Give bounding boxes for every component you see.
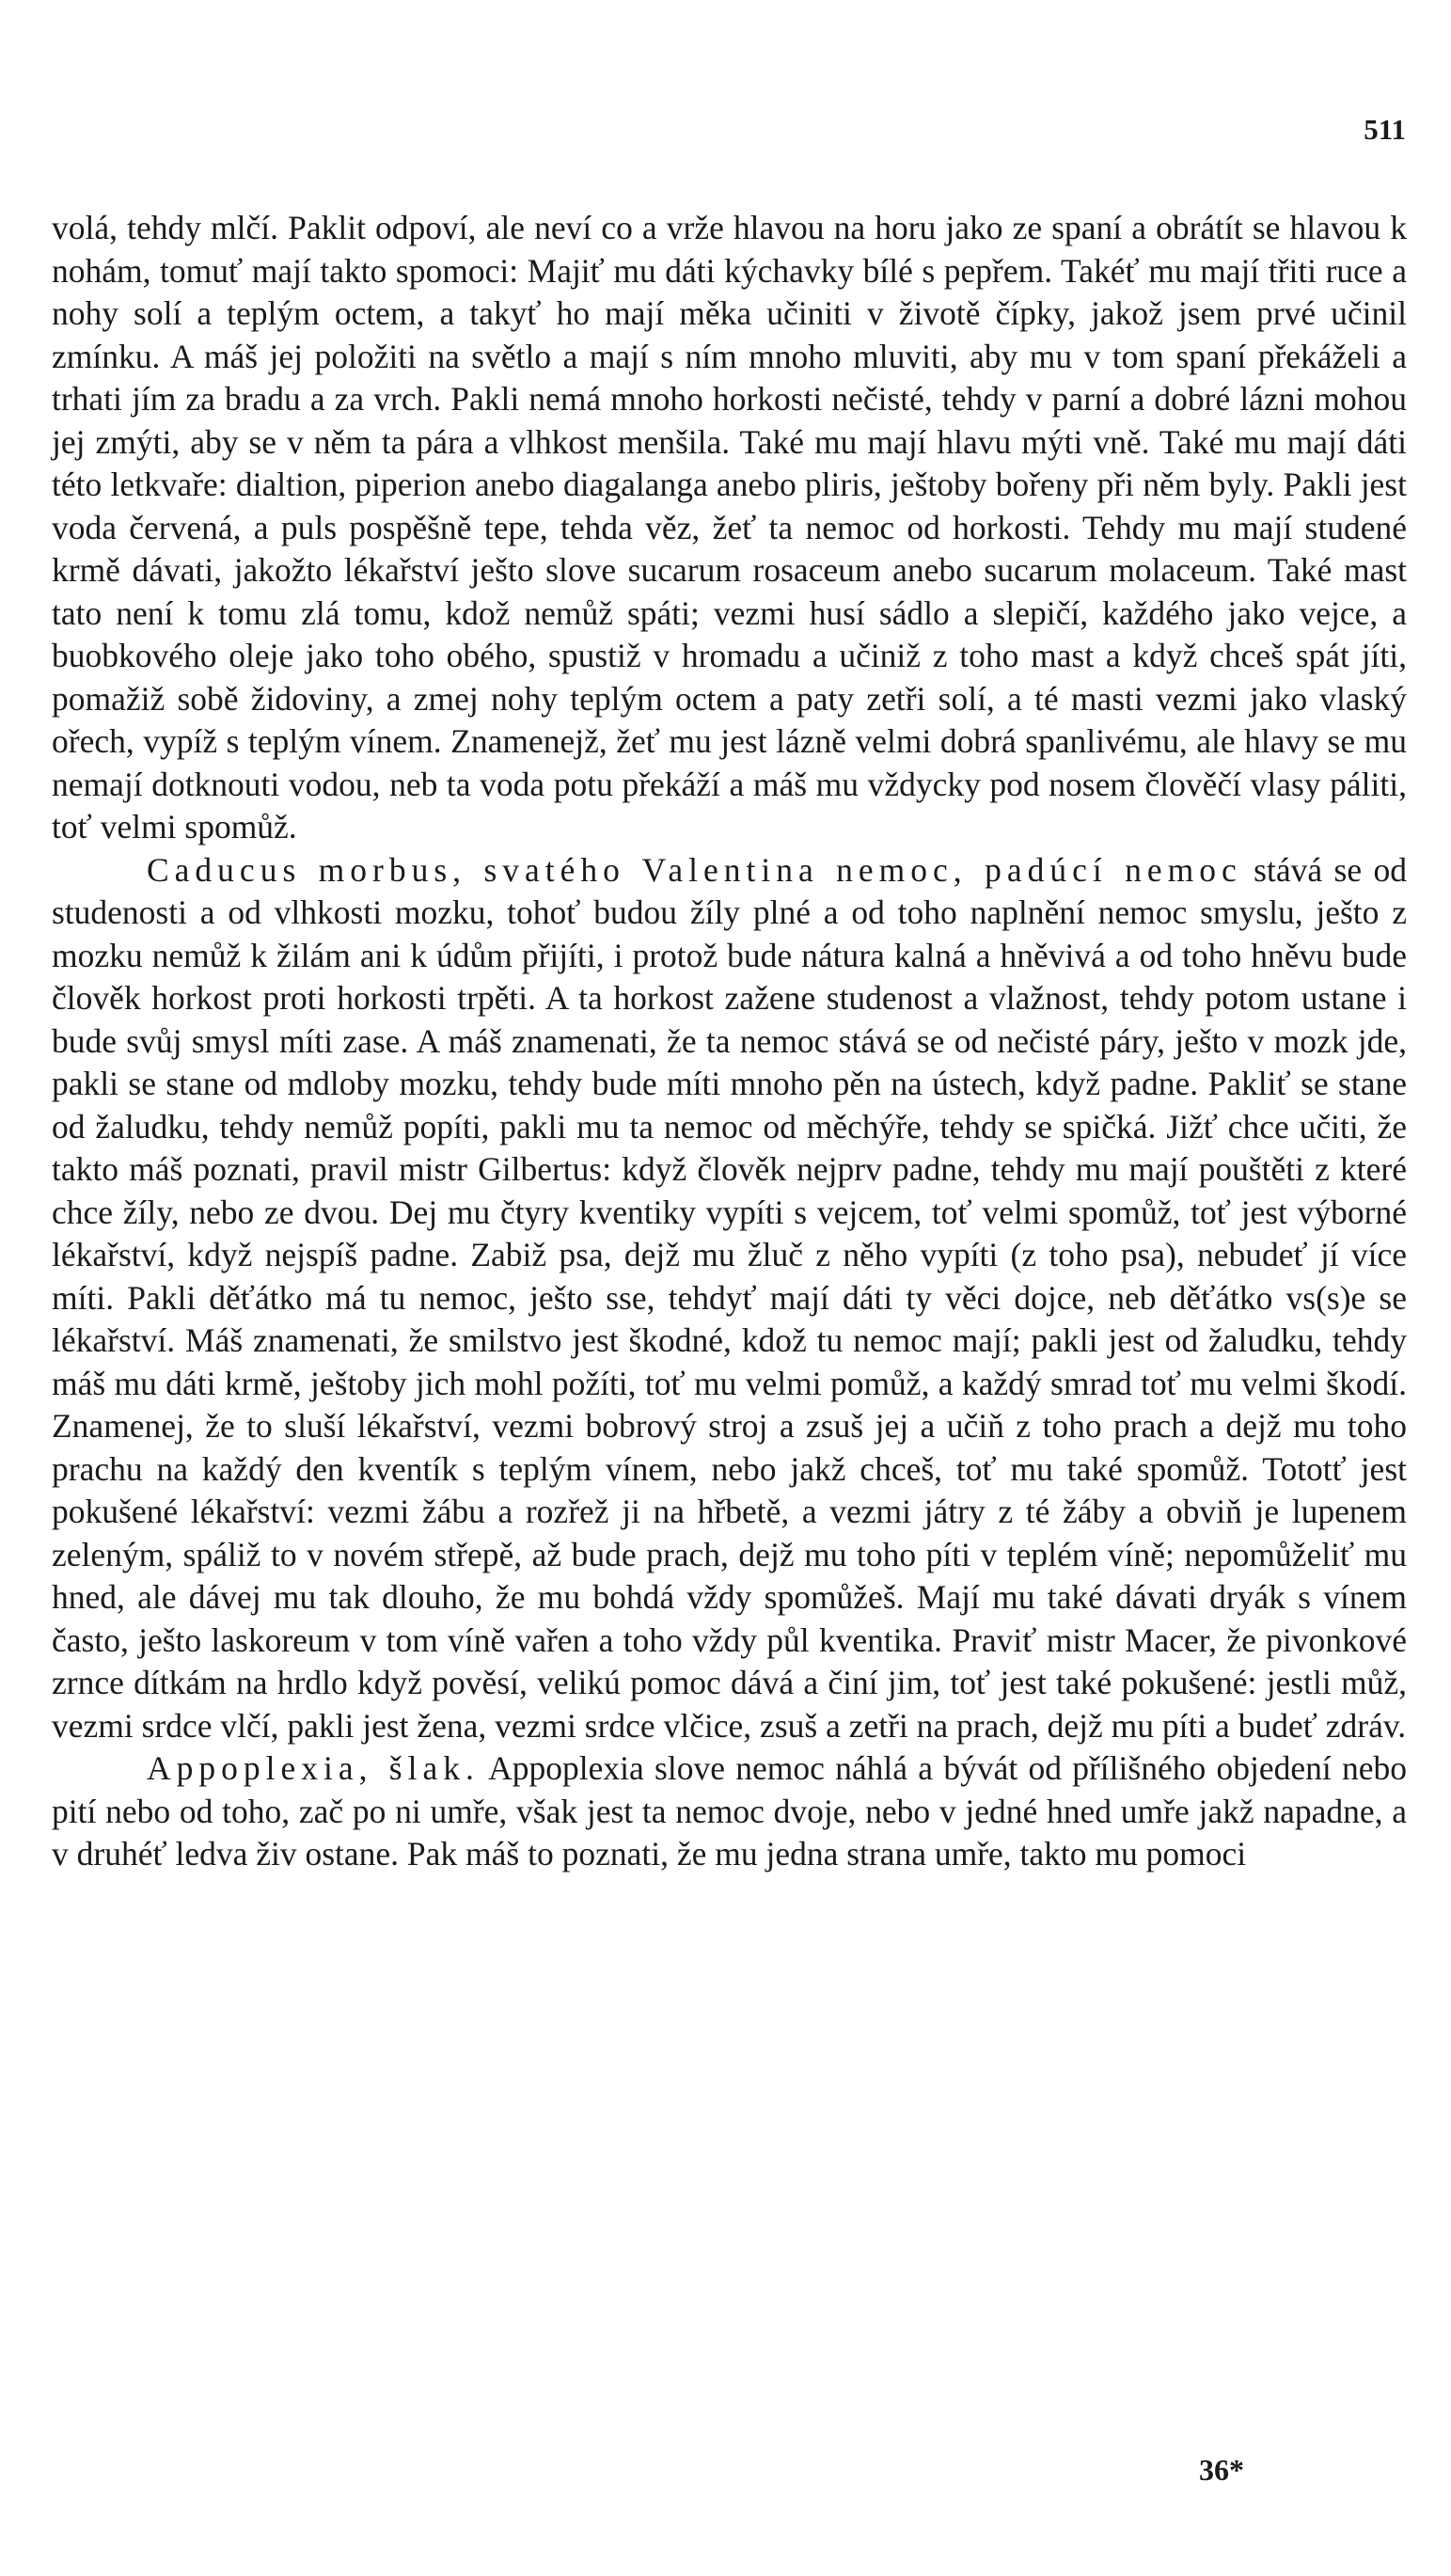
section-heading-caducus-morbus: Caducus morbus, svatého Valentina nemoc, padúcí nemoc — [147, 850, 1242, 889]
page-number: 511 — [1364, 113, 1406, 146]
paragraph-text: Appoplexia slove nemoc náhlá a bývát od přílišného objedení nebo pití nebo od toho, zač po ni umře, však jest ta nemoc dvoje, nebo v jedné hned umře jakž napadne, a v druhéť ledva živ ostane. Pak máš to poznati, že mu jedna strana umře, takto mu pomoci — [52, 1749, 1408, 1873]
paragraph-caducus-morbus — [52, 849, 1407, 1748]
section-heading-appoplexia: Appoplexia, šlak. — [147, 1749, 480, 1787]
body-text — [52, 207, 1407, 1876]
paragraph-appoplexia — [52, 1747, 1407, 1876]
signature-mark: 36* — [1199, 2453, 1244, 2487]
paragraph-continuation — [52, 207, 1407, 849]
paragraph-text: volá, tehdy mlčí. Paklit odpoví, ale neví co a vrže hlavou na horu jako ze spaní a obrátít se hlavou k nohám, tomuť mají takto spomoci: Majiť mu dáti kýchavky bílé s pepřem. Takéť mu mají třiti ruce a nohy solí a teplým octem, a takyť ho mají měka učiniti v životě čípky, jakož jsem prvé učinil zmínku. A máš jej položiti na světlo a mají s ním mnoho mluviti, aby mu v tom spaní překáželi a trhati jím za bradu a za vrch. Pakli nemá mnoho horkosti nečisté, tehdy v parní a dobré lázni mohou jej zmýti, aby se v něm ta pára a vlhkost menšila. Také mu mají hlavu mýti vně. Také mu mají dáti této letkvaře: dialtion, piperion anebo diagalanga anebo pliris, ještoby bořeny při něm byly. Pakli jest voda červená, a puls pospěšně tepe, tehda věz, žeť ta nemoc od horkosti. Tehdy mu mají studené krmě dávati, jakožto lékařství ješto slove sucarum rosaceum anebo sucarum molaceum. Také mast tato není k tomu zlá tomu, kdož nemůž spáti; vezmi husí sádlo a slepičí, každého jako vejce, a buobkového oleje jako toho obého, spustiž v hromadu a učiniž z toho mast a když chceš spát jíti, pomažiž sobě židoviny, a zmej nohy teplým octem a paty zetři solí, a té masti vezmi jako vlaský ořech, vypíž s teplým vínem. Znamenejž, žeť mu jest lázně velmi dobrá spanlivému, ale hlavy se mu nemají dotknouti vodou, neb ta voda potu překáží a máš mu vždycky pod nosem člověčí vlasy páliti, toť velmi spomůž. — [52, 209, 1407, 845]
paragraph-text: stává se od studenosti a od vlhkosti mozku, tohoť budou žíly plné a od toho naplnění nemoc smyslu, ješto z mozku nemůž k žilám ani k údům přijíti, i protož bude nátura kalná a hněvivá a od toho hněvu bude člověk horkost proti horkosti trpěti. A ta horkost zažene studenost a vlažnost, tehdy potom ustane i bude svůj smysl míti zase. A máš znamenati, že ta nemoc stává se od nečisté páry, ješto v mozk jde, pakli se stane od mdloby mozku, tehdy bude míti mnoho pěn na ústech, když padne. Pakliť se stane od žaludku, tehdy nemůž popíti, pakli mu ta nemoc od měchýře, tehdy se spičká. Jižť chce učiti, že takto máš poznati, pravil mistr Gilbertus: když člověk nejprv padne, tehdy mu mají pouštěti z které chce žíly, nebo ze dvou. Dej mu čtyry kventiky vypíti s vejcem, toť velmi spomůž, toť jest výborné lékařství, když nejspíš padne. Zabiž psa, dejž mu žluč z něho vypíti (z toho psa), nebudeť jí více míti. Pakli děťátko má tu nemoc, ješto sse, tehdyť mají dáti ty věci dojce, neb děťátko vs(s)e se lékařství. Máš znamenati, že smilstvo jest škodné, kdož tu nemoc mají; pakli jest od žaludku, tehdy máš mu dáti krmě, ještoby jich mohl požíti, toť mu velmi pomůž, a každý smrad toť mu velmi škodí. Znamenej, že to sluší lékařství, vezmi bobrový stroj a zsuš jej a učiň z toho prach a dejž mu toho prachu na každý den kventík s teplým vínem, nebo jakž chceš, toť mu také spomůž. Tototť jest pokušené lékařství: vezmi žábu a rozřež ji na hřbetě, a vezmi játry z té žáby a obviň je lupenem zeleným, spáliž to v novém střepě, až bude prach, dejž mu toho píti v teplém víně; nepomůželiť mu hned, ale dávej mu tak dlouho, že mu bohdá vždy spomůžeš. Mají mu také dávati dryák s vínem často, ješto laskoreum v tom víně vařen a toho vždy půl kventika. Praviť mistr Macer, že pivonkové zrnce dítkám na hrdlo když pověsí, velikú pomoc dává a činí jim, toť jest také pokušené: jestli můž, vezmi srdce vlčí, pakli jest žena, vezmi srdce vlčice, zsuš a zetři na prach, dejž mu píti a budeť zdráv. — [52, 850, 1408, 1745]
